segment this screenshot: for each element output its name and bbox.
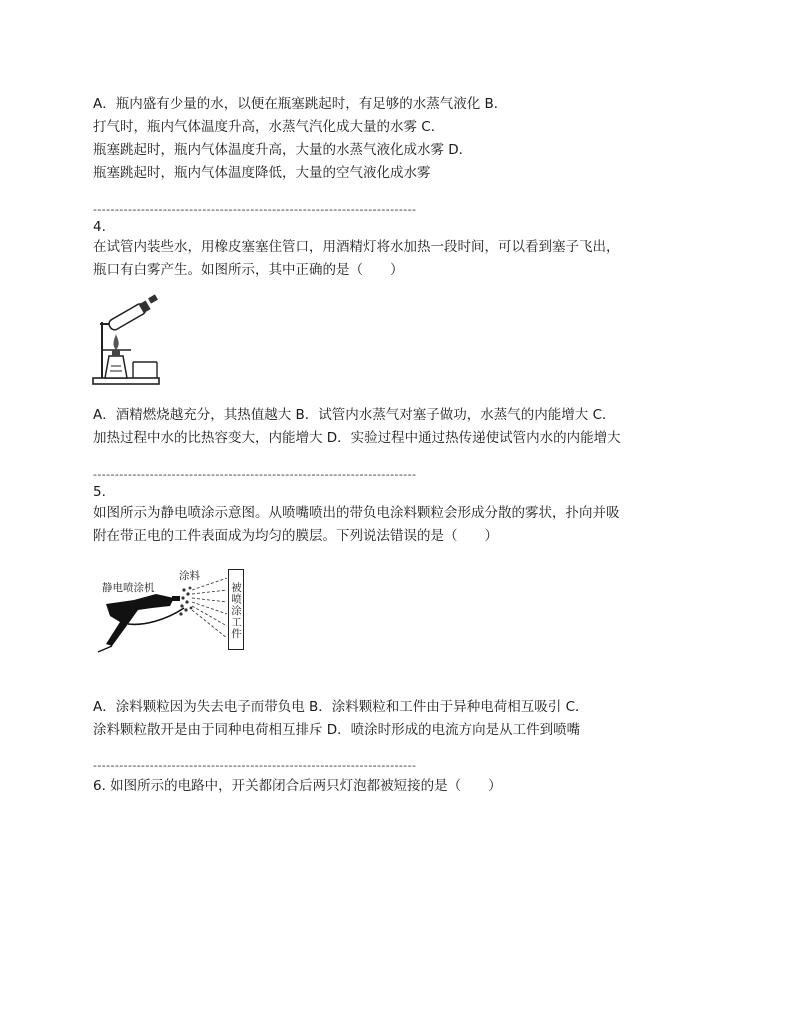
q3-option-line: 瓶塞跳起时，瓶内气体温度降低，大量的空气液化成水雾: [93, 165, 431, 181]
separator: --------------------------------------------------------------------------: [93, 468, 417, 481]
q3-option-line: 打气时，瓶内气体温度升高，水蒸气汽化成大量的水雾 C．: [93, 119, 445, 135]
workpiece-label: 被喷涂工件: [228, 569, 244, 650]
q6-stem-line: 6. 如图所示的电路中，开关都闭合后两只灯泡都被短接的是（ ）: [93, 778, 502, 794]
q5-stem-line: 附在带正电的工件表面成为均匀的膜层。下列说法错误的是（ ）: [93, 528, 498, 544]
q4-option-line: 加热过程中水的比热容变大，内能增大 D．实验过程中通过热传递使试管内水的内能增大: [93, 430, 621, 446]
q5-figure-electrostatic-spraying: [94, 564, 254, 658]
q4-stem-line: 瓶口有白雾产生。如图所示，其中正确的是（ ）: [93, 262, 404, 278]
machine-label: 静电喷涂机: [102, 582, 155, 594]
separator: --------------------------------------------------------------------------: [93, 759, 417, 772]
q4-stem-line: 在试管内装些水，用橡皮塞塞住管口，用酒精灯将水加热一段时间，可以看到塞子飞出，: [93, 239, 620, 255]
q4-option-line: A．酒精燃烧越充分，其热值越大 B．试管内水蒸气对塞子做功，水蒸气的内能增大 C．: [93, 407, 616, 423]
separator: --------------------------------------------------------------------------: [93, 203, 417, 216]
q5-option-line: 涂料颗粒散开是由于同种电荷相互排斥 D．喷涂时形成的电流方向是从工件到喷嘴: [93, 722, 581, 738]
q4-figure-test-tube-heating: [91, 294, 166, 388]
q3-option-line: A．瓶内盛有少量的水，以便在瓶塞跳起时，有足够的水蒸气液化 B．: [93, 96, 508, 112]
q5-option-line: A．涂料颗粒因为失去电子而带负电 B．涂料颗粒和工件由于异种电荷相互吸引 C．: [93, 699, 589, 715]
q5-stem-line: 如图所示为静电喷涂示意图。从喷嘴喷出的带负电涂料颗粒会形成分散的雾状，扑向并吸: [93, 505, 620, 521]
q4-number: 4.: [93, 219, 106, 235]
paint-label: 涂料: [179, 570, 200, 582]
q3-option-line: 瓶塞跳起时，瓶内气体温度升高，大量的水蒸气液化成水雾 D．: [93, 142, 473, 158]
q5-number: 5.: [93, 484, 106, 500]
